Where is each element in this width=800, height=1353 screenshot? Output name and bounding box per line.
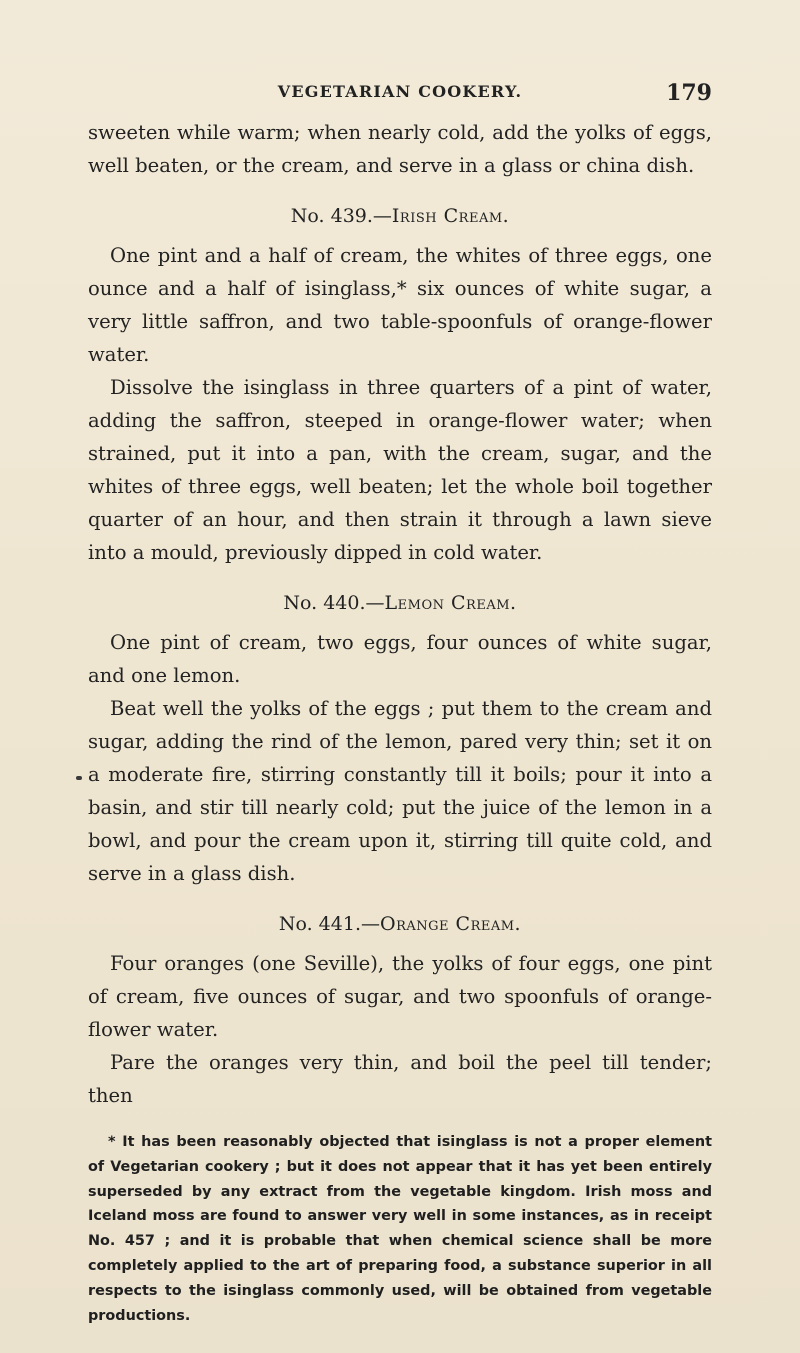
recipe-name: Orange Cream. bbox=[380, 913, 522, 935]
recipe-number: No. 440. bbox=[283, 592, 366, 614]
recipe-method: Dissolve the isinglass in three quarters of a pint of water, adding the saffron, steeped in orange-flower water; when strained, put it into a pan, with the cream, sugar, and the whites of three eggs, well beaten; let the whole boil together quarter of an hour, and then strain it through a lawn sieve into a mould, previously dipped in cold water. bbox=[88, 376, 712, 564]
recipe-441 bbox=[88, 908, 712, 1112]
page-number: 179 bbox=[666, 80, 712, 106]
recipe-method: Beat well the yolks of the eggs ; put them to the cream and sugar, adding the rind of the lemon, pared very thin; set it on a moderate fire, stirring constantly till it boils; pour it into a basin, and stir till nearly cold; put the juice of the lemon in a bowl, and pour the cream upon it, stirring till quite cold, and serve in a glass dish. bbox=[88, 697, 712, 885]
recipe-ingredients: One pint of cream, two eggs, four ounces of white sugar, and one lemon. bbox=[88, 631, 712, 687]
recipe-method: Pare the oranges very thin, and boil the peel till tender; then bbox=[88, 1051, 712, 1107]
recipe-heading: No. 440.—Lemon Cream. bbox=[283, 592, 517, 614]
recipe-number: No. 441. bbox=[278, 913, 361, 935]
margin-ink-mark bbox=[76, 776, 82, 780]
recipe-number: No. 439. bbox=[290, 205, 373, 227]
recipe-ingredients: One pint and a half of cream, the whites of three eggs, one ounce and a half of isinglass,* six ounces of white sugar, a very little saffron, and two table-spoonfuls of orange-flower water. bbox=[88, 244, 712, 366]
running-header bbox=[88, 72, 712, 106]
recipe-ingredients: Four oranges (one Seville), the yolks of four eggs, one pint of cream, five ounces of sugar, and two spoonfuls of orange-flower water. bbox=[88, 952, 712, 1041]
recipe-heading: No. 441.—Orange Cream. bbox=[278, 913, 522, 935]
recipe-heading: No. 439.—Irish Cream. bbox=[290, 205, 510, 227]
recipe-name: Irish Cream. bbox=[391, 205, 510, 227]
recipe-440 bbox=[88, 587, 712, 890]
recipe-439 bbox=[88, 200, 712, 569]
recipe-name: Lemon Cream. bbox=[384, 592, 517, 614]
continuation-paragraph: sweeten while warm; when nearly cold, add the yolks of eggs, well beaten, or the cream, and serve in a glass or china dish. bbox=[88, 121, 712, 177]
footnote: * It has been reasonably objected that isinglass is not a proper element of Vegetarian cookery ; but it does not appear that it has yet been entirely superseded by any extract from the vegetable kingdom. Irish moss and Iceland moss are found to answer very well in some instances, as in receipt No. 457 ; and it is probable that when chemical science shall be more completely applied to the art of preparing food, a substance superior in all respects to the isinglass commonly used, will be obtained from vegetable productions. bbox=[88, 1134, 712, 1324]
running-title: VEGETARIAN COOKERY. bbox=[277, 82, 523, 101]
